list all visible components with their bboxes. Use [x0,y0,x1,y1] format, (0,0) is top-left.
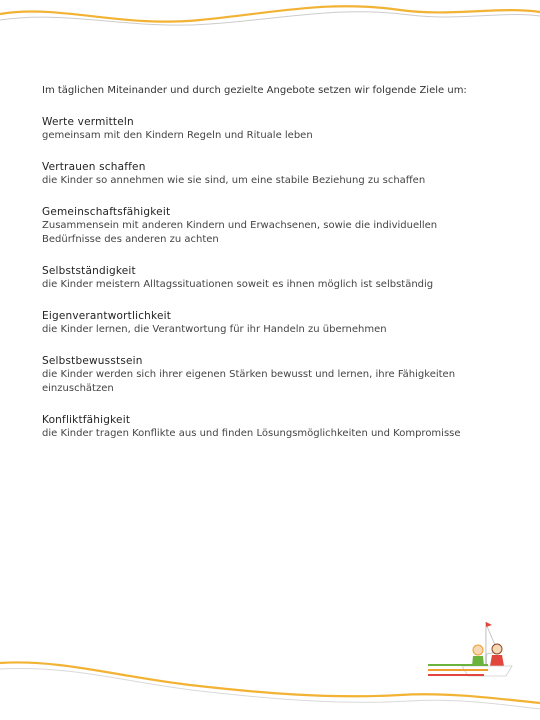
logo-text-line-1 [428,664,488,666]
goal-title: Selbstbewusstsein [42,355,143,367]
goal-title: Selbstständigkeit [42,265,136,277]
goals-content [42,84,492,458]
logo-text-line-3 [428,674,484,676]
goal-item [42,264,492,292]
goal-description: gemeinsam mit den Kindern Regeln und Rituale leben [42,130,313,141]
logo-text-line-2 [428,669,488,671]
goal-description: die Kinder tragen Konflikte aus und finden Lösungsmöglichkeiten und Kompromisse [42,428,461,439]
goal-title: Vertrauen schaffen [42,161,146,173]
goal-description: die Kinder meistern Alltagssituationen soweit es ihnen möglich ist selbständig [42,279,434,290]
goal-item [42,160,492,188]
intro-text: Im täglichen Miteinander und durch gezielte Angebote setzen wir folgende Ziele um: [42,85,467,96]
goal-title: Werte vermitteln [42,116,134,128]
logo-flag [486,622,492,627]
goal-title: Gemeinschaftsfähigkeit [42,206,171,218]
goal-item [42,354,492,396]
goal-item [42,205,492,247]
logo-child-head-left [473,645,483,655]
goal-item [42,115,492,143]
goal-item [42,413,492,441]
logo-child-body-right [490,655,504,666]
goal-title: Eigenverantwortlichkeit [42,310,172,322]
goal-description: die Kinder lernen, die Verantwortung für ihr Handeln zu übernehmen [42,324,387,335]
top-wave-gray-line [0,12,540,25]
goal-title: Konfliktfähigkeit [42,414,131,426]
goal-description: die Kinder werden sich ihrer eigenen Stärken bewusst und lernen, ihre Fähigkeiten einzuschätzen [42,369,456,394]
top-wave-decoration [0,0,540,40]
goal-item [42,309,492,337]
goal-description: Zusammensein mit anderen Kindern und Erwachsenen, sowie die individuellen Bedürfnisse des anderen zu achten [42,220,438,245]
kita-logo [422,612,522,692]
logo-child-head-right [492,644,502,654]
goal-description: die Kinder so annehmen wie sie sind, um eine stabile Beziehung zu schaffen [42,175,426,186]
